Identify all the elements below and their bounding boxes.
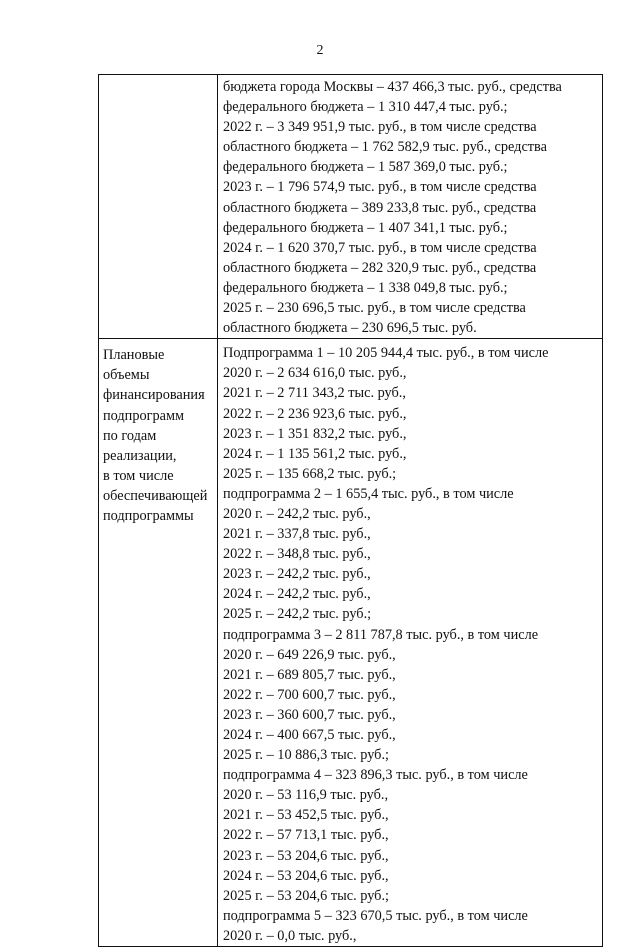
text-line: 2023 г. – 1 351 832,2 тыс. руб.,: [223, 425, 407, 442]
text-line: подпрограмма 3 – 2 811 787,8 тыс. руб., в том числе: [223, 626, 539, 643]
text-line: федерального бюджета – 1 338 049,8 тыс. руб.;: [223, 279, 508, 296]
text-line: 2022 г. – 348,8 тыс. руб.,: [223, 546, 371, 563]
text-line: 2025 г. – 242,2 тыс. руб.;: [223, 606, 372, 623]
label-line: подпрограмм: [103, 407, 185, 424]
text-line: 2024 г. – 53 204,6 тыс. руб.,: [223, 867, 389, 884]
text-line: федерального бюджета – 1 310 447,4 тыс. руб.;: [223, 99, 508, 116]
text-line: 2023 г. – 360 600,7 тыс. руб.,: [223, 706, 396, 723]
text-line: федерального бюджета – 1 407 341,1 тыс. руб.;: [223, 219, 508, 236]
funding-table: [98, 74, 603, 947]
text-line: 2020 г. – 649 226,9 тыс. руб.,: [223, 646, 396, 663]
text-line: 2024 г. – 1 135 561,2 тыс. руб.,: [223, 445, 407, 462]
text-line: областного бюджета – 1 762 582,9 тыс. руб., средства: [223, 139, 547, 156]
text-line: 2020 г. – 0,0 тыс. руб.,: [223, 927, 357, 944]
text-line: 2025 г. – 230 696,5 тыс. руб., в том числе средства: [223, 300, 526, 317]
label-line: по годам: [103, 427, 157, 444]
label-line: обеспечивающей: [103, 487, 208, 504]
text-line: 2024 г. – 242,2 тыс. руб.,: [223, 586, 371, 603]
label-line: реализации,: [103, 447, 177, 464]
text-line: 2020 г. – 2 634 616,0 тыс. руб.,: [223, 365, 407, 382]
table-cell-content: [218, 75, 603, 339]
row2-label: [99, 339, 217, 526]
text-line: подпрограмма 2 – 1 655,4 тыс. руб., в том числе: [223, 485, 514, 502]
text-line: областного бюджета – 282 320,9 тыс. руб., средства: [223, 259, 537, 276]
label-line: финансирования: [103, 387, 205, 404]
text-line: 2021 г. – 337,8 тыс. руб.,: [223, 526, 371, 543]
text-line: подпрограмма 5 – 323 670,5 тыс. руб., в том числе: [223, 907, 528, 924]
label-line: объемы: [103, 367, 150, 384]
table-row: [99, 339, 603, 947]
row1-label: [99, 75, 217, 81]
text-line: 2021 г. – 689 805,7 тыс. руб.,: [223, 666, 396, 683]
text-line: бюджета города Москвы – 437 466,3 тыс. руб., средства: [223, 79, 562, 95]
text-line: 2023 г. – 242,2 тыс. руб.,: [223, 566, 371, 583]
text-line: 2025 г. – 135 668,2 тыс. руб.;: [223, 465, 397, 482]
text-line: 2023 г. – 1 796 574,9 тыс. руб., в том числе средства: [223, 179, 537, 196]
text-line: 2022 г. – 2 236 923,6 тыс. руб.,: [223, 405, 407, 422]
text-line: Подпрограмма 1 – 10 205 944,4 тыс. руб., в том числе: [223, 345, 549, 362]
text-line: 2021 г. – 2 711 343,2 тыс. руб.,: [223, 385, 406, 402]
text-line: 2025 г. – 10 886,3 тыс. руб.;: [223, 747, 389, 764]
text-line: 2024 г. – 400 667,5 тыс. руб.,: [223, 727, 396, 743]
text-line: областного бюджета – 389 233,8 тыс. руб., средства: [223, 199, 537, 216]
label-line: Плановые: [103, 347, 165, 364]
text-line: 2021 г. – 53 452,5 тыс. руб.,: [223, 807, 389, 824]
table-row: [99, 75, 603, 339]
text-line: федерального бюджета – 1 587 369,0 тыс. руб.;: [223, 159, 508, 176]
text-line: 2020 г. – 242,2 тыс. руб.,: [223, 505, 371, 522]
table-cell-content: [218, 339, 603, 947]
row2-content: [218, 339, 602, 946]
text-line: 2025 г. – 53 204,6 тыс. руб.;: [223, 887, 389, 904]
text-line: 2024 г. – 1 620 370,7 тыс. руб., в том числе средства: [223, 239, 537, 256]
label-line: в том числе: [103, 467, 174, 484]
text-line: 2023 г. – 53 204,6 тыс. руб.,: [223, 847, 389, 864]
text-line: 2022 г. – 57 713,1 тыс. руб.,: [223, 827, 389, 844]
text-line: подпрограмма 4 – 323 896,3 тыс. руб., в том числе: [223, 767, 528, 784]
text-line: 2022 г. – 700 600,7 тыс. руб.,: [223, 686, 396, 703]
page-number: 2: [316, 43, 324, 58]
table-cell-label: [99, 339, 218, 947]
text-line: областного бюджета – 230 696,5 тыс. руб.: [223, 320, 477, 337]
text-line: 2020 г. – 53 116,9 тыс. руб.,: [223, 787, 389, 804]
label-line: подпрограммы: [103, 507, 194, 524]
row1-content: [218, 75, 602, 338]
text-line: 2022 г. – 3 349 951,9 тыс. руб., в том числе средства: [223, 119, 537, 136]
table-cell-label: [99, 75, 218, 339]
